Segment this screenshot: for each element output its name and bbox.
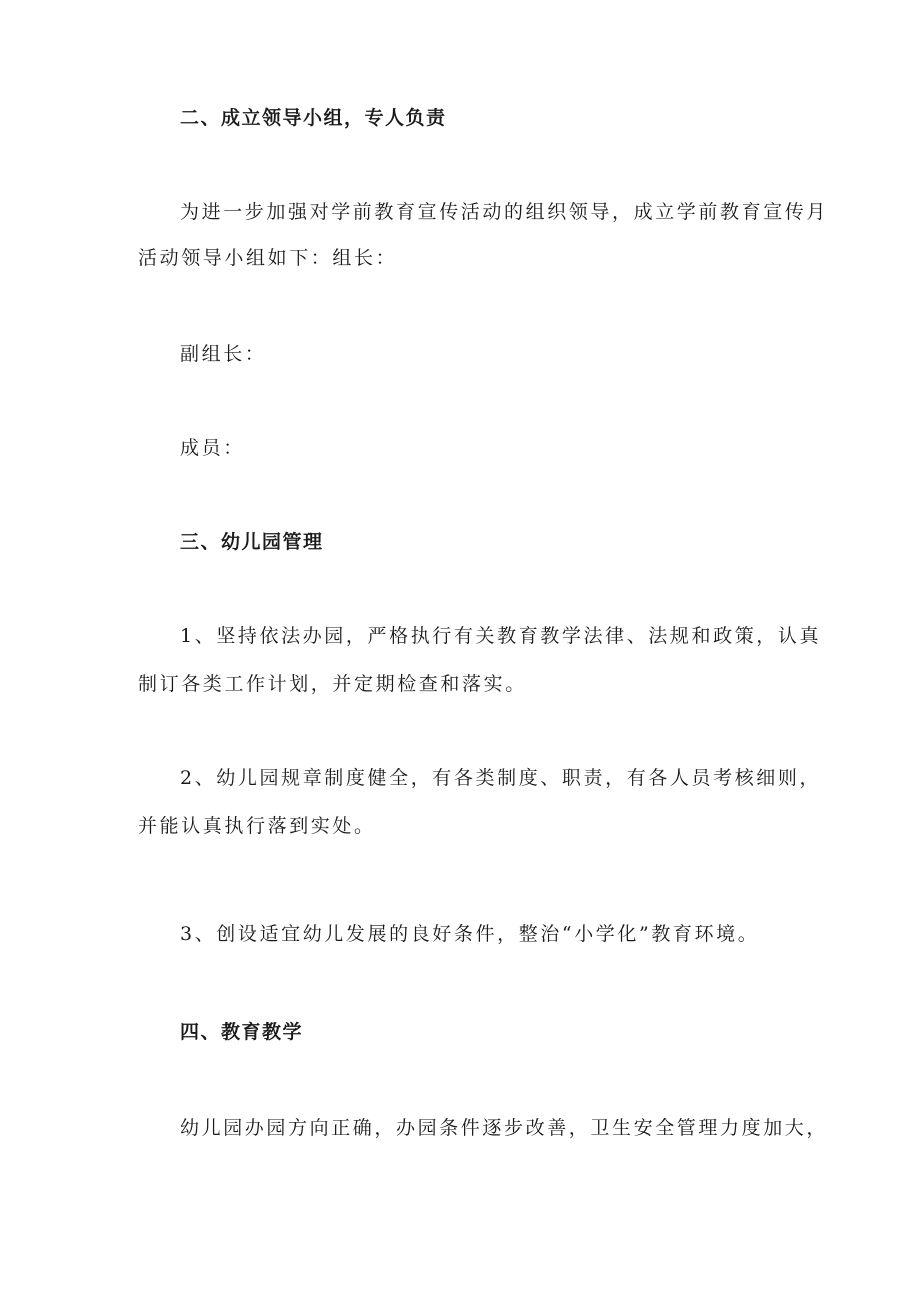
section-2-heading: 二、成立领导小组，专人负责	[180, 107, 447, 129]
section-2-paragraph-line-2: 活动领导小组如下：组长：	[138, 247, 398, 269]
section-3-item-1-line-1: 1、坚持依法办园，严格执行有关教育教学法律、法规和政策，认真	[180, 625, 822, 647]
section-3-item-3: 3、创设适宜幼儿发展的良好条件，整治“小学化”教育环境。	[180, 923, 760, 945]
section-2-paragraph-line-1: 为进一步加强对学前教育宣传活动的组织领导，成立学前教育宣传月	[180, 201, 829, 223]
section-4-paragraph-line-1: 幼儿园办园方向正确，办园条件逐步改善，卫生安全管理力度加大，	[180, 1117, 829, 1139]
vice-leader-label: 副组长：	[180, 343, 267, 365]
members-label: 成员：	[180, 437, 245, 459]
section-4-heading: 四、教育教学	[180, 1021, 304, 1043]
section-3-item-2-line-2: 并能认真执行落到实处。	[138, 815, 376, 837]
section-3-item-2-line-1: 2、幼儿园规章制度健全，有各类制度、职责，有各人员考核细则，	[180, 767, 822, 789]
section-3-item-1-line-2: 制订各类工作计划，并定期检查和落实。	[138, 673, 527, 695]
section-3-heading: 三、幼儿园管理	[180, 531, 324, 553]
